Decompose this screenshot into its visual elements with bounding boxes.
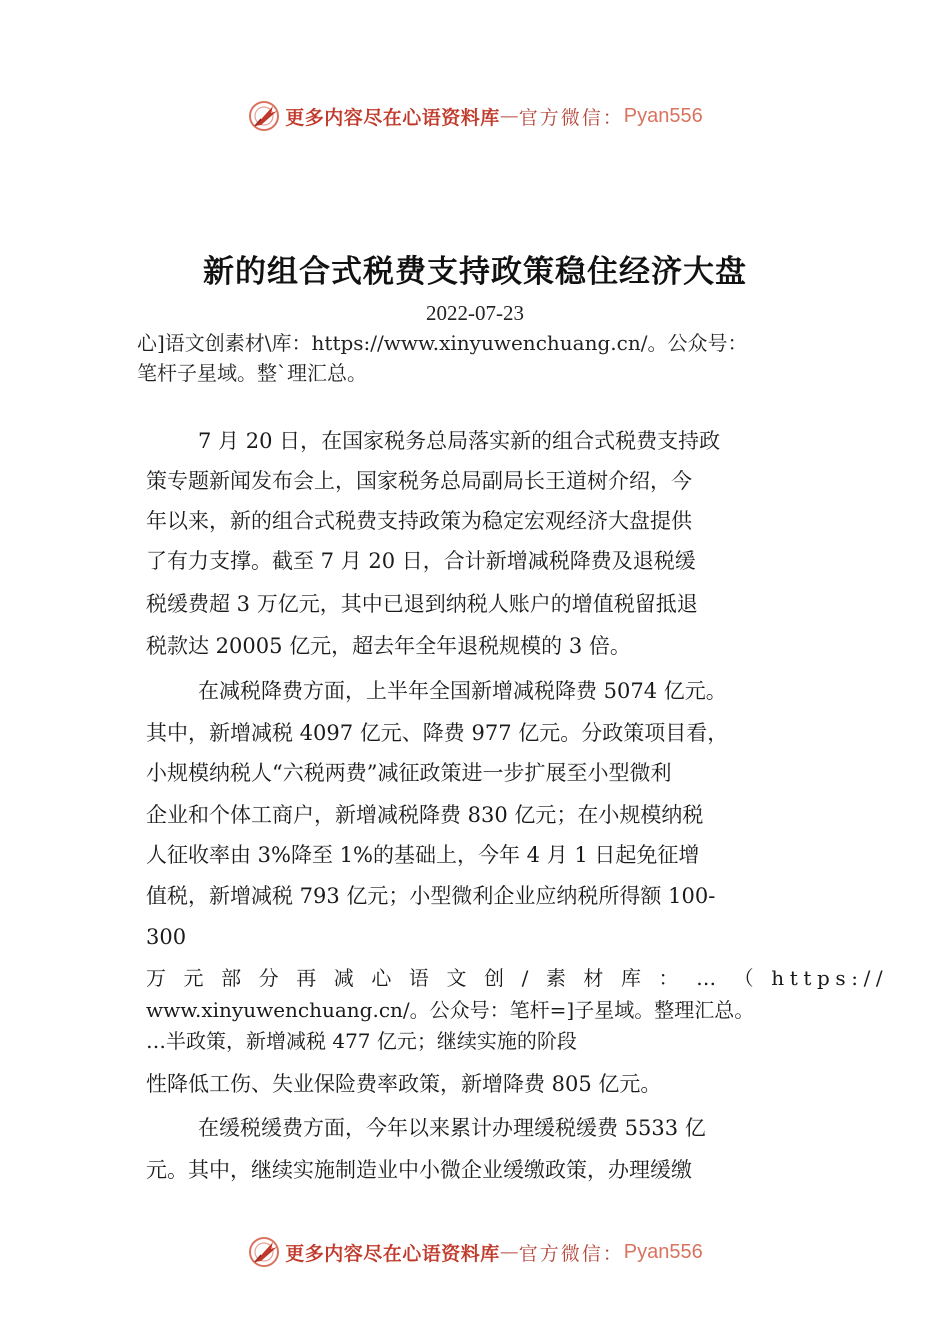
body-line: 元。其中，继续实施制造业中小微企业缓缴政策，办理缓缴: [146, 1158, 692, 1182]
banner-separator: —: [499, 105, 519, 127]
body-line: 税缓费超 3 万亿元，其中已退到纳税人账户的增值税留抵退: [146, 592, 698, 616]
source-line: 心]语文创素材\库：https://www.xinyuwenchuang.cn/。公众号：: [137, 331, 748, 355]
banner-separator: —: [499, 1241, 519, 1263]
body-line: 300: [146, 925, 187, 949]
body-line: 在缓税缓费方面，今年以来累计办理缓税缓费 5533 亿: [198, 1116, 706, 1140]
body-line-insert: www.xinyuwenchuang.cn/。公众号：笔杆=]子星域。整理汇总。: [146, 998, 755, 1022]
body-line: 税款达 20005 亿元，超去年全年退税规模的 3 倍。: [146, 634, 631, 658]
article-title: 新的组合式税费支持政策稳住经济大盘: [203, 254, 747, 290]
body-line-insert: 万 元 部 分 再 减 心 语 文 创 / 素 材 库 ： … （ https://: [146, 966, 889, 990]
source-line: 笔杆子星域。整`理汇总。: [137, 361, 367, 385]
banner-wechat-id: Pyan556: [623, 1240, 703, 1263]
body-line: 性降低工伤、失业保险费率政策，新增降费 805 亿元。: [146, 1072, 662, 1096]
body-line: 在减税降费方面，上半年全国新增减税降费 5074 亿元。: [198, 679, 727, 703]
body-line: 策专题新闻发布会上，国家税务总局副局长王道树介绍，今: [146, 469, 692, 493]
body-line: …半政策，新增减税 477 亿元；继续实施的阶段: [146, 1029, 577, 1053]
body-line: 年以来，新的组合式税费支持政策为稳定宏观经济大盘提供: [146, 509, 692, 533]
body-line: 7 月 20 日，在国家税务总局落实新的组合式税费支持政: [198, 429, 721, 453]
banner-text: 更多内容尽在心语资料库: [285, 1242, 500, 1265]
banner-text: 更多内容尽在心语资料库: [285, 106, 500, 129]
quill-pen-logo: [247, 1235, 281, 1269]
banner-wechat-id: Pyan556: [623, 104, 703, 127]
body-line: 小规模纳税人“六税两费”减征政策进一步扩展至小型微利: [146, 761, 672, 785]
footer-banner: [0, 1232, 950, 1272]
article-date: 2022-07-23: [426, 301, 524, 325]
body-line: 企业和个体工商户，新增减税降费 830 亿元；在小规模纳税: [146, 803, 704, 827]
body-line: 其中，新增减税 4097 亿元、降费 977 亿元。分政策项目看，: [146, 721, 729, 745]
banner-wechat-label: 官方微信：: [518, 106, 624, 129]
body-line: 了有力支撑。截至 7 月 20 日，合计新增减税降费及退税缓: [146, 549, 696, 573]
banner-wechat-label: 官方微信：: [518, 1242, 624, 1265]
quill-pen-logo: [247, 99, 281, 133]
body-line: 人征收率由 3%降至 1%的基础上，今年 4 月 1 日起免征增: [146, 843, 700, 867]
header-banner: [0, 96, 950, 136]
body-line: 值税，新增减税 793 亿元；小型微利企业应纳税所得额 100-: [146, 884, 716, 908]
